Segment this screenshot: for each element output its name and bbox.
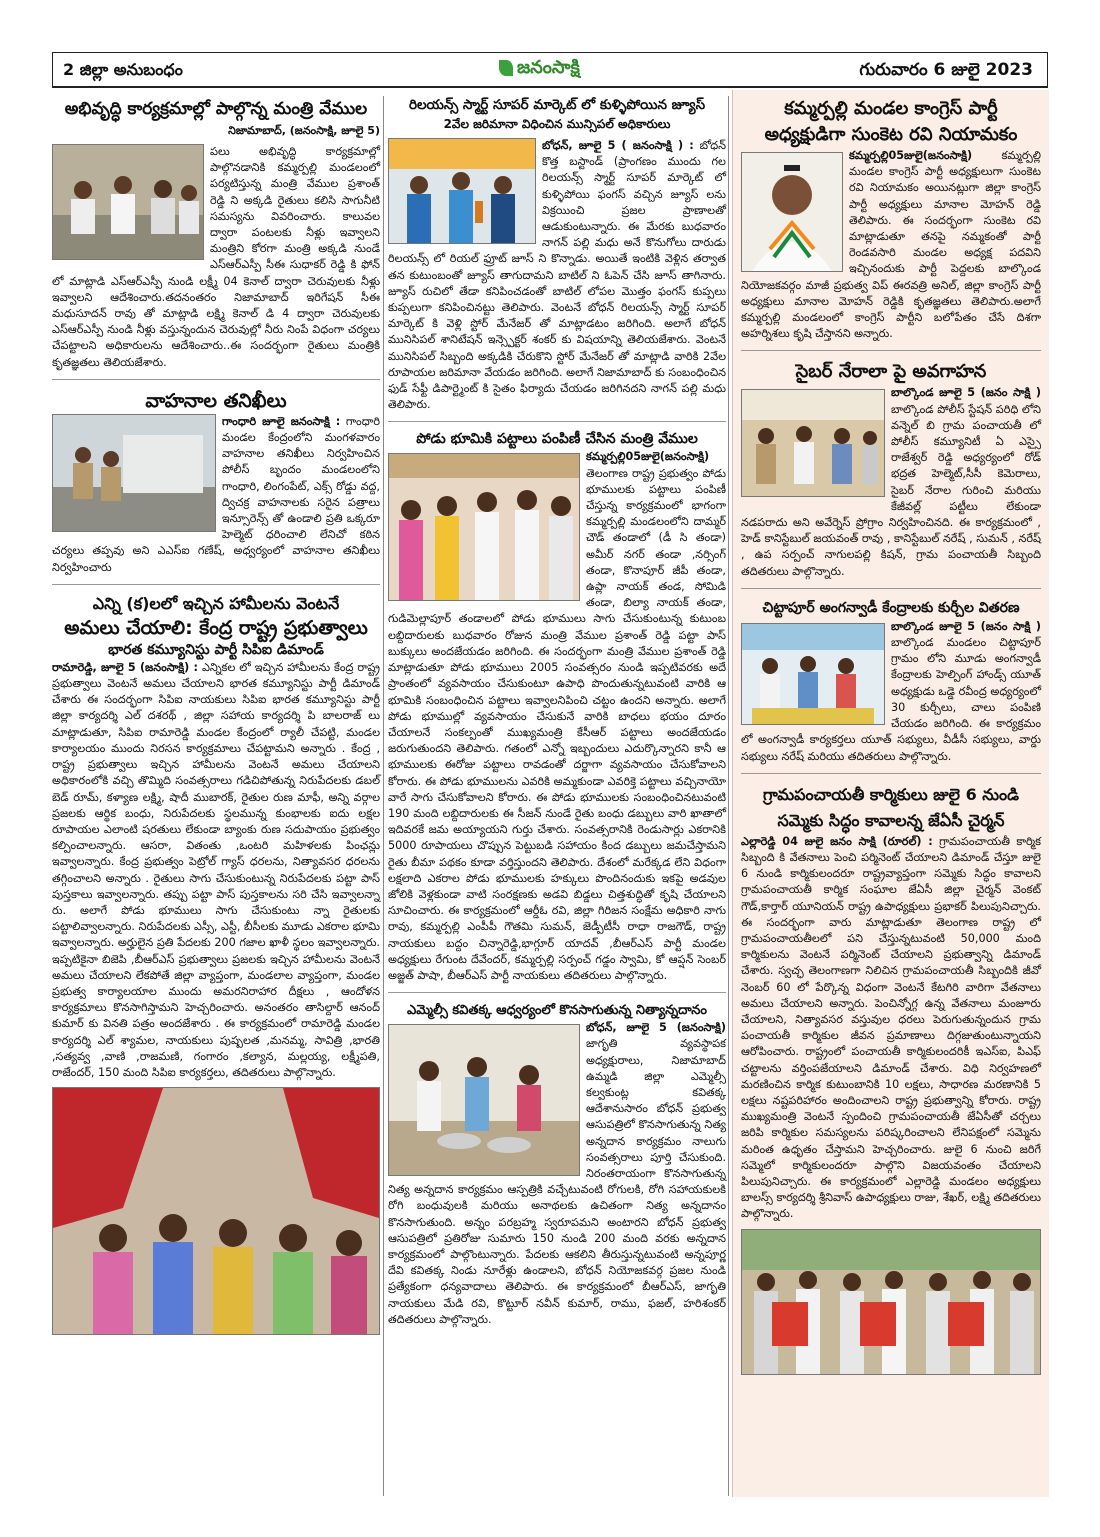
article-headline: అమలు చేయాలి: కేంద్ర రాష్ట్ర ప్రభుత్వాలు: [64, 616, 368, 639]
photo-illustration: [389, 1025, 579, 1175]
divider: [741, 773, 1041, 774]
photo-illustration: [742, 624, 884, 724]
column-middle: [388, 96, 726, 1328]
article-body: కమ్మర్పల్లి05జులై(జనంసాక్షి) కమ్మర్పల్లి మండల కాంగ్రెస్ పార్టీ అధ్యక్షులుగా సుంకెట రవి నియామకం అయినట్లుగా జిల్లా కాంగ్రెస్ పార్టీ అధ్యక్షులు మానాల మోహన్ రెడ్డి తెలిపారు. ఈ సందర్భంగా సుంకెట రవి మాట్లాడుతూ తనపై నమ్మకంతో పార్టీ రెండవసారి మండల అధ్యక్ష పదవిని ఇచ్చినందుకు పార్టీ పెద్దలకు బాల్కొండ నియోజకవర్గం మాజీ ప్రభుత్వ విప్ ఈరవత్రి అనిల్, జిల్లా కాంగ్రెస్ పార్టీ అధ్యక్షులు మానాల మోహన్ రెడ్డికి కృతజ్ఞతలు తెలిపారు.అలాగే కమ్మర్పల్లి మండలంలో కాంగ్రెస్ పార్టీని బలోపేతం చేసే దిశగా అహర్నిశలు కృషి చేస్తానని అన్నారు.: [741, 149, 1041, 341]
article-podu-pattas: [388, 430, 726, 984]
photo-food-distribution: [388, 1024, 580, 1176]
article-cpi-demand: [52, 593, 380, 1335]
article-headline: గ్రామపంచాయతీ కార్మికులు జులై 6 నుండి: [762, 784, 1020, 804]
article-body: ఎల్లారెడ్డి 04 జులై జనం సాక్షి (రూరల్) : గ్రామపంచాయతీ కార్మిక సిబ్బంది కి వేతనాలు పెంచి పర్మినెంట్ చేయాలని డిమాండ్ చేస్తూ జులై 6 నుండి కార్మికులందరూ రాష్ట్రవ్యాప్తంగా సమ్మెకు సిద్ధం కావాలని గ్రామపంచాయతీ కార్మిక సంఘాల జేఏసీ జిల్లా చైర్మన్ వెంకట్ గౌడ్,కార్తార్ యూనియన్ రాష్ట్ర ఉపాధ్యక్షులు ప్రభాకర్ పిలుపునిచ్చారు. ఈ సందర్భంగా వారు మాట్లాడుతూ తెలంగాణ రాష్ట్ర లో గ్రామపంచాయతీలలో పని చేస్తున్నటువంటి 50,000 మంది కార్మికులను వెంటనే పర్మినెంట్ చేయాలని ప్రభుత్వాన్ని డిమాండ్ చేశారు. స్వచ్ఛ తెలంగాణగా నిలిచిన గ్రామపంచాయతీ సిబ్బందికి జీవో నెంబర్ 60 లో పేర్కొన్న విధంగా వెంటనే కేటగిరి వారిగా వేతనాలు అమలు చేయాలని అన్నారు. పెంచిన్నోగ్గ ఉన్న వేతనాలు మంజూరు చేయాలని, నిత్యావసర వస్తువుల ధరలు పెరుగుతున్నందున గ్రామ పంచాయతీ కార్మికుల జీవన ప్రమాణాలు దిగ్గజుతుంటున్నాయని ఆరోపించారు. రాష్ట్రంలో పంచాయతీ కార్మికులందరికీ ఇఎస్ఐ, పిఎఫ్ చట్టాలను వర్తింపజేయాలని డిమాండ్ చేశారు. విధి నిర్వహణలో మరణించిన కార్మిక కుటుంబానికి 10 లక్షలు, సాధారణ మరణానికి 5 లక్షలు నష్టపరిహారం అందించాలని రాష్ట్ర ప్రభుత్వాన్ని కోరారు. రాష్ట్ర ముఖ్యమంత్రి వెంటనే స్పందించి గ్రామపంచాయతీ జేఏసీతో చర్చలు జరిపి కార్మికుల సమస్యలను పరిష్కరించాలని లేనిపక్షంలో సమ్మెను మరింత ఉధృతం చేస్తామని హెచ్చరించారు. జులై 6 నుంచి జరిగే సమ్మెలో కార్మికులందరూ పాల్గొని విజయవంతం చేయాలని పిలుపునిచ్చారు. ఈ కార్యక్రమంలో ఎల్లారెడ్డి మండలం అధ్యక్షులు బాలస్స్ కార్యదర్శి శ్రీనివాస్ ఉపాధ్యక్షులు రాజు, శేఖర్, లక్ష్మి తదితరులు పాల్గొన్నారు.: [741, 834, 1042, 1221]
photo-illustration: [742, 1230, 1040, 1374]
article-dateline: నిజామాబాద్, (జనంసాక్షి, జూలై 5): [228, 124, 380, 137]
column-right: [732, 90, 1049, 1497]
article-headline: వాహనాల తనిఖీలు: [145, 389, 287, 412]
page-section-label: 2 జిల్లా అనుబంధం: [63, 60, 183, 79]
article-cyber-awareness: [741, 359, 1041, 579]
photo-juice-complaint: [388, 138, 536, 244]
photo-police-awareness: [741, 389, 885, 497]
portrait-illustration: [742, 153, 842, 271]
photo-illustration: [742, 390, 884, 496]
photo-strike-posters: [741, 1229, 1041, 1375]
article-panchayat-strike: [741, 782, 1041, 1375]
article-headline: సమ్మెకు సిద్ధం కావాలన్న జేఏసీ చైర్మన్: [777, 810, 1005, 830]
photo-illustration: [53, 1088, 379, 1334]
photo-farmers-meeting: [52, 144, 204, 260]
article-subheadline: భారత కమ్యూనిస్టు పార్టీ సిపిఐ డిమాండ్: [108, 641, 324, 658]
article-headline: పోడు భూమికి పట్టాలు పంపిణీ చేసిన మంత్రి వేముల: [416, 431, 698, 448]
article-anganwadi-chairs: [741, 597, 1041, 765]
article-body: బాల్కొండ జూలై 5 (జనం సాక్షి ) బాల్కొండ పోలీస్ స్టేషన్ పరిధి లోని వన్నెల్ బి గ్రామ పంచాయతీ లో పోలీస్ కమ్యూనిటీ ఏ ఎస్సై రాజేశ్వర్ రెడ్డి అధ్యర్యంలో రోడ్ భద్రత హెల్మెట్,సీసీ కెమెరాలు, సైబర్ నేరాల గురించి మరియు కేజీవల్ల్ పట్టీలు లేకుండా నడపరాదు అని అవేర్నెస్ ప్రోగ్రాం నిర్వహించినది. ఈ కార్యక్రమంలో , హెడ్ కానిస్టేబుల్ జయవంత్ రావు , కానిస్టేబుల్ నరేష్ , సుమన్ , నరేష్ , ఉప సర్పంచ్ నాగులపల్లి కిషన్, గ్రామ పంచాయతీ సిబ్బంది తదితరులు పాల్గొన్నారు.: [741, 386, 1041, 578]
newspaper-page: [52, 52, 1048, 1497]
divider: [388, 421, 726, 422]
divider: [741, 350, 1041, 351]
photo-illustration: [389, 454, 579, 600]
column-divider: [728, 96, 729, 1496]
issue-date: గురువారం 6 జులై 2023: [859, 60, 1033, 80]
leaf-icon: [499, 60, 513, 76]
divider: [741, 588, 1041, 589]
article-body: రామారెడ్డి, జూలై 5 (జనంసాక్షి) : ఎన్నికల లో ఇచ్చిన హామీలను కేంద్ర రాష్ట్ర ప్రభుత్వాలు వెంటనే అమలు చేయాలని భారత కమ్యూనిస్టు పార్టీ డిమాండ్ చేశారు ఈ సందర్భంగా సిపిఐ నాయకులు సిపిఐ భారత కమ్యూనిస్టు పార్టీ జిల్లా కార్యదర్శి ఎల్ దశరథ్ , జిల్లా సహాయ కార్యదర్శి పి బాలరాజ్ లు మాట్లాడుతూ, సిపిఐ రామారెడ్డి మండల కేంద్రంలో ర్యాలీ చేపట్టి, మండల కార్యాలయం ముందు నిరసన కార్యక్రమాలు చేపట్టామని అన్నారు . కేంద్ర , రాష్ట్ర ప్రభుత్వాలు ఇచ్చిన హామీలను వెంటనే అమలు చేయాలని అధికారంలోకి వచ్చి తొమ్మిది సంవత్సరాలు గడిచిపోతున్న నిరుపేదలకు డబల్ బెడ్ రూమ్, కళ్యాణ లక్ష్మి, షాదీ ముబారక్, రైతుల రుణ మాఫీ, అన్ని వర్గాల ప్రజలకు ఆర్థిక బంధు, నిరుపేదలకు స్థలమున్న కుంభాలకు ఐదు లక్షల రూపాయల ఎలాంటి షరతులు లేకుండా బ్యాంకు రుణ సదుపాయం ప్రభుత్వం కల్పించాలన్నారు. ఆసరా, వితంతు ,ఒంటరి మహిళలకు పింఛన్లు ఇవ్వాలన్నారు. కేంద్ర ప్రభుత్వం పెట్రోల్ గ్యాస్ ధరలను, నిత్యావసర ధరలను తగ్గించాలని అన్నారు . రైతులు సాగు చేసుకుంటున్న నిరుపేదలకు పట్టా పాస్ పుస్తకాలు ఇవ్వాలన్నారు. తప్పు పట్టా పాస్ పుస్తకాలను సరి చేసి ఇవ్వాలన్నా రు. అలాగే పోడు భూములు సాగు చేసుకుంటు న్నా రైతులకు పట్టాలివ్వాలన్నారు. నిరుపేదలకు ఎస్సీ, ఎస్టీ, బీసీలకు మూడు ఎకరాల భూమి ఇవ్వాలన్నారు. అర్హులైన ప్రతి పేదలకు 200 గజాల ఖాళీ స్థలం ఇవ్వాలన్నారు. ఇప్పటికైనా బిజెపి ,బీఆర్ఎస్ ప్రభుత్వాలు ప్రజలకు ఇచ్చిన హామీలను వెంటనే అమలు చేయాలని లేకపోతే జిల్లా వ్యాప్తంగా, మండలాల వ్యాప్తంగా, మండల ప్రభుత్వ కార్యాలయాల ముందు అమరనిరాహార దీక్షలు , ఆందోళన కార్యక్రమాలు కొనసాగిస్తామని హెచ్చరించారు. అనంతరం తాసిల్దార్ ఆనంద్ కుమార్ కు వినతి పత్రం అందజేశారు . ఈ కార్యక్రమంలో రామారెడ్డి మండల కార్యదర్శి ఎల్ శ్యామల, నాయకులు పుష్పలత ,మనమ్మ, సావిత్రి ,భారతి ,సత్యవ్వ ,వాణి ,రాజమణి, గంగారం ,కల్యాన, మల్లయ్య, లక్ష్మీపతి, రాజేందర్, 150 మంది సిపిఐ కార్యకర్తలు, తదితరులు పాల్గొన్నారు.: [52, 660, 380, 1079]
article-headline: అధ్యక్షుడిగా సుంకెట రవి నియామకం: [764, 124, 1018, 145]
photo-cpi-protest: [52, 1087, 380, 1335]
photo-illustration: [53, 145, 203, 259]
article-headline: అభివృద్ధి కార్యక్రమాల్లో పాల్గొన్న మంత్రి వేముల: [64, 99, 368, 119]
article-subheadline: 2వేల జరిమానా విధించిన మున్సిపల్ అధికారులు: [443, 117, 671, 131]
article-body: బోధన్, జూలై 5 (జనంసాక్షి) జాగృతి వ్యవస్థాపక అధ్యక్షురాలు, నిజామాబాద్ ఉమ్మడి జిల్లా ఎమ్మెల్సీ కల్వకుంట్ల కవితక్క ఆదేశానుసారం బోధన్ ప్రభుత్వ ఆసుపత్రిలో కొనసాగుతున్న నిత్య అన్నదాన కార్యక్రమం నాలుగు సంవత్సరాలు పూర్తి చేసుకుంది. నిరంతరాయంగా కొనసాగుతున్న నిత్య అన్నదాన కార్యక్రమం ఆస్పత్రికి వచ్చేటువంటి రోగులకి, రోగి సహాయకులకి రోగి బంధువులకి మరియు అనాథలకు ఉచితంగా నిత్య అన్నదానం కొనసాగుతుంది. అన్నం పరబ్రహ్మ స్వరూపమని అంటారని బోధన్ ప్రభుత్వ ఆసుపత్రిలో ప్రతిరోజు సుమారు 150 నుండి 200 మంది వరకు అన్నదాన కార్యక్రమంలో పాల్గొంటున్నారు. పేదలకు ఆకలిని తీరుస్తున్నటువంటి అన్నపూర్ణ దేవి కవితక్క నిండు నూరేళ్లు ఉండాలని, బోధన్ నియోజకవర్గ ప్రజల నుండి ప్రత్యేకంగా ధన్యవాదాలు తెలిపారు. ఈ కార్యక్రమంలో బీఆర్ఎస్, జాగృతి నాయకులు మేడి రవి, కొట్టూర్ నవీన్ కుమార్, రాము, ఫజల్, హరిశంకర్ తదితరులు పాల్గొన్నారు.: [388, 1021, 726, 1326]
article-body: గాంధారి జూలై జనంసాక్షి : గాంధారి మండల కేంద్రంలోని మంగళవారం వాహనాల తనిఖీలు నిర్వహించిన పోలీస్ బృందం మండలంలోని గాంధారి, లింగంపేట్, ఎక్స్ రోడ్డు వద్ద, ద్విచక్ర వాహనాలకు సరైన పత్రాలు ఇన్సూరెన్స్ తో ఉండాలి ప్రతి ఒక్కరూ హెల్మెట్ ధరించాలి లేనిచో కఠిన చర్యలు తప్పవు అని ఎఎస్ఐ గణేష్, అధ్వర్యంలో వాహనాల తనిఖీలు నిర్వహించారు: [52, 414, 380, 574]
article-headline: కమ్మర్పల్లి మండల కాంగ్రెస్ పార్టీ: [784, 98, 998, 119]
divider: [388, 992, 726, 993]
brand-logo: జనంసాక్షి: [499, 57, 580, 82]
photo-sunketa-ravi: [741, 152, 843, 272]
article-headline: చిట్టాపూర్ అంగన్వాడీ కేంద్రాలకు కుర్చీల వితరణ: [762, 599, 1020, 616]
photo-patta-distribution: [388, 453, 580, 601]
article-body: బోధన్, జూలై 5 ( జనంసాక్షి ) : బోధన్ కొత్త బస్టాండ్ (ప్రాంగణం ముందు గల రిలయన్స్ స్మార్ట్ సూపర్ మార్కెట్ లో కుళ్ళిపోయి ఫంగస్ వచ్చిన జ్యూస్ లను విక్రయించి ప్రజల ప్రాణాలతో ఆడుకుంటున్నారు. ఈ మేరకు బుధవారం నాగన్ పల్లి మధు అనే కొనుగోలు దారుడు రిలయన్స్ లో రియల్ ఫ్రూట్ జూస్ ని కొన్నాడు. అయితే ఇంటికి వెళ్లిన తర్వాత తన కుటుంబంతో జ్యూస్ తాగుదామని బాటిల్ ని ఓపెన్ చేసి జూస్ తాగినారు. జ్యూస్ రుచిలో తేడా కనిపించడంతో బాటిల్ లోపల మొత్తం ఫంగస్ కుప్పలు కుప్పలుగా కనిపించినట్టు తెలిపారు. వెంటనే బోధన్ రిలయన్స్ స్మార్ట్ సూపర్ మార్కెట్ కి వెళ్లి స్టోర్ మేనేజర్ తో మాట్లాడటం జరిగింది. అలాగే బోధన్ మునిసిపల్ శానిటేషన్ ఇన్స్పెక్టర్ శంకర్ కు విషయాన్ని తెలియజేశారు. వెంటనే మునిసిపల్ సిబ్బంది అక్కడికి చేరుకొని స్టోర్ మేనేజర్ తో మాట్లాడి వారికి 2వేల రూపాయల జరిమానా వేయడం జరిగింది. అలాగే నిజామాబాద్ కు సంబంధించిన ఫుడ్ సేఫ్టీ డిపార్ట్మెంట్ కి సైతం ఫిర్యాదు చేయడం జరిగినదని నాగన్ పల్లి మధు తెలిపారు.: [388, 139, 726, 412]
article-headline: రిలయన్స్ స్మార్ట్ సూపర్ మార్కెట్ లో కుళ్ళిపోయిన జ్యూస్: [408, 97, 706, 113]
article-minister-development: [52, 96, 380, 371]
article-headline: ఎమ్మెల్సీ కవితక్క ఆధ్వర్యంలో కొనసాగుతున్న నిత్యాన్నదానం: [407, 1003, 707, 1019]
divider: [52, 584, 380, 585]
column-left: [52, 96, 380, 1335]
article-headline: ఎన్ని (క)లలో ఇచ్చిన హామీలను వెంటనే: [92, 593, 340, 613]
divider: [52, 379, 380, 380]
masthead: [52, 52, 1048, 88]
article-congress-president: [741, 96, 1041, 342]
article-body: బాల్కొండ జూలై 5 (జనం సాక్షి ) బాల్కొండ మండలం చిట్టాపూర్ గ్రామం లోని మూడు అంగన్వాడీ కేంద్రాలకు హెల్పింగ్ హాండ్స్ యూత్ అధ్యక్షుడు ఒడ్డె రవీంద్ర అధ్యర్యంలో 30 కుర్చీలు, చాలు పంపిణి చేయడం జరిగింది. ఈ కార్యక్రమం లో అంగన్వాడీ కార్యకర్తలు యూత్ సభ్యులు, వీడీసీ సభ్యులు, వార్డు సభ్యులు నరేష్ మరియు తదితరులు పాల్గొన్నారు.: [741, 619, 1041, 763]
article-reliance-juice: [388, 96, 726, 413]
article-body: పలు అభివృద్ధి కార్యక్రమాల్లో పాల్గొనడానికి కమ్మర్పల్లి మండలంలో పర్యటిస్తున్న మంత్రి వేముల ప్రశాంత్ రెడ్డి ని అక్కడి రైతులు కలిసి సాగునీటి సమస్యను వివరించారు. కాలువల ద్వారా పంటలకు నీళ్లు ఇవ్వాలని మంత్రిని కోరగా మంత్రి అక్కడి నుండే ఎస్ఆర్ఎస్పీ సీఈ సుధాకర్ రెడ్డి కి ఫోన్ లో మాట్లాడి ఎస్ఆర్ఎస్పీ నుండి లక్ష్మీ 04 కెనాల్ ద్వారా చెరువులకు నీళ్లు ఇవ్వాలని ఆదేశించారు.తదనంతరం నిజామాబాద్ ఇరిగేషన్ సీఈ మధుసూదన్ రావు తో మాట్లాడి లక్ష్మి కెనాల్ డి 4 ద్వారా చెరువులకు ఎస్ఆర్ఎస్పీ నుండి నీళ్లు వస్తున్నందున చెరువుల్లో నీరు నింపే విధంగా చర్యలు చేపట్టాలని అధికారులను ఆదేశించారు..ఈ సందర్భంగా రైతులు మంత్రికి కృతజ్ఞతలు తెలియజేశారు.: [52, 145, 380, 369]
photo-vehicle-checks: [52, 414, 216, 532]
photo-illustration: [53, 415, 215, 531]
article-headline: సైబర్ నేరాలా పై అవగాహన: [795, 361, 987, 383]
article-body: కమ్మర్పల్లి05జులై(జనంసాక్షి) తెలంగాణ రాష్ట్ర ప్రభుత్వం పోడు భూములకు పట్టాలు పంపిణీ చేస్తున్న కార్యక్రమంలో భాగంగా కమ్మర్పల్లి మండలంలోని దామ్మర్ చౌడ్ తండాలో (డీ సి తండా) అమీర్ నగర్ తండా ,నర్సింగ్ తండా, కొనాపూర్ జీపీ తండా, ఉప్లా నాయక్ తండ, సోమిడి తండా, బిల్యా నాయక్ తండా, గుడిమెల్లాపూర్ తండాలలో పోడు భూములు సాగు చేసుకుంటున్న కుటుంబ లబ్దిదారులకు బుధవారం రోజున మంత్రి వేముల ప్రశాంత్ రెడ్డి పట్టా పాస్ బుక్కులు అందజేయడం జరిగింది. ఈ సందర్భంగా మంత్రి వేముల ప్రశాంత్ రెడ్డి మాట్లాడుతూ పోడు భూములు 2005 సంవత్సరం నుండి ఇప్పటివరకు అదే ప్రాంతంలో వ్యవసాయం చేసుకుంటూ ఉపాధి పొందుతున్నటువంటి వారికి ఆ భూమికి సంబంధించిన పట్టాలు ఇవ్వాలనిపించి చట్టం ఉందని అన్నారు. అలాగే పోడు భూముల్లో వ్యవసాయం చేసుకునే వారికి బాధలు భయం దూరం చేయాలనే సంకల్పంతో ముఖ్యమంత్రి కేసీఆర్ పట్టాలు అందజేయడం జరుగుతుందని తెలిపారు. గతంలో ఎన్నో ఇబ్బందులు ఎదుర్కొన్నారని కానీ ఆ భూములకు ఈరోజు పట్టాలు రావడంతో దర్జాగా వ్యవసాయం చేసుకోవాలని కోరారు. ఈ పోడు భూములను ఎవరికి అమ్మకుండా ఎవరిక్తె పట్టాలు వచ్చినాయో వారే సాగు చేసుకోవాలని కోరారు. ఈ పోడు భూములకు సంబంధించినటువంటి 190 మంది లబ్దిదారులకు ఈ సీజన్ నుండే రైతు బంధు డబ్బులు వారి ఖాతాలో ఇదివరకే జమ అయ్యాయని గుర్తు చేశారు. సంవత్సరానికి రెండుసార్లు ఎకరానికి 5000 రూపాయలు చొప్పున పెట్టుబడి సహాయం కింద డబ్బులు జమచేస్తామని రైతు బీమా పథకం కూడా వర్తిస్తుందని తెలిపారు. దేశంలో మరేక్కడ లేని విధంగా లక్షలాది ఎకరాల పోడు భూములకు హక్కులు పొందినందుకు ఇకపై అడవుల జోలికి వెళ్లకుండా వాటి సంరక్షణకు అడవి బిడ్డలు చిత్తశుద్ధితో కృషి చేయాలని సూచించారు. ఈ కార్యక్రమంలో ఆర్డీఓ రవి, జిల్లా గిరిజన సంక్షేమ అధికారి నాగు రావు, కమ్మర్పల్లి ఎంపీపీ గౌతమి సుమన్, జెడ్పీటీసీ రాధా రాజగౌడ్, రాష్ట్ర నాయకులు బద్దం చిన్నారెడ్డి,భాగ్గూర్ యాదవ్ ,బీఆర్ఎస్ పార్టీ మండల అధ్యక్షులు రేగుంట దేవేందర్, కమ్మర్పల్లి సర్పంచ్ గడ్డం స్వామి, కో ఆప్షన్ సెంబర్ అజ్జత్ పాషా, బీఆర్ఎస్ పార్టీ నాయకులు తదితరులు పాల్గొన్నారు.: [388, 450, 726, 982]
article-annadanam: [388, 1001, 726, 1328]
photo-illustration: [389, 139, 535, 243]
article-vehicle-checks: [52, 388, 380, 576]
photo-chairs-distribution: [741, 623, 885, 725]
column-divider: [383, 96, 384, 1496]
